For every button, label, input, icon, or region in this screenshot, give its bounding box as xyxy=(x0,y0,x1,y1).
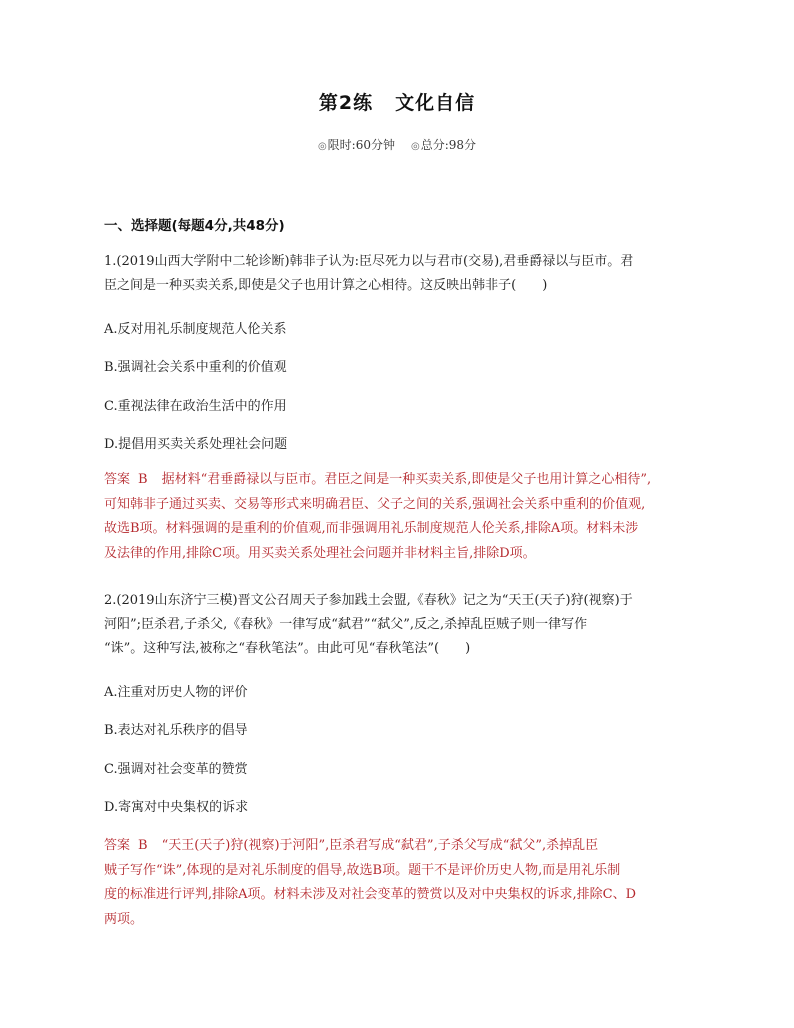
stem-line: 河阳”;臣杀君,子杀父,《春秋》一律写成“弑君”“弑父”,反之,杀掉乱臣贼子则一律写作 xyxy=(104,617,588,632)
question-1-stem xyxy=(104,250,714,298)
time-limit: 限时:60分钟 xyxy=(327,138,395,152)
question-2-option-d: D.寄寓对中央集权的诉求 xyxy=(104,800,249,815)
total-score: 总分:98分 xyxy=(420,138,477,152)
question-2-option-a: A.注重对历史人物的评价 xyxy=(104,685,248,700)
title-prefix: 第2练 xyxy=(318,92,374,114)
question-1-option-a: A.反对用礼乐制度规范人伦关系 xyxy=(104,322,287,337)
answer-text: “天王(天子)狩(视察)于河阳”,臣杀君写成“弑君”,子杀父写成“弑父”,杀掉乱臣 xyxy=(161,838,599,853)
title-main: 文化自信 xyxy=(395,92,476,114)
stem-line: 2.(2019山东济宁三模)晋文公召周天子参加践土会盟,《春秋》记之为“天王(天子)狩(视察)于 xyxy=(104,593,633,608)
answer-label: 答案 xyxy=(104,472,131,487)
clock-icon: ◎ xyxy=(317,141,327,152)
answer-line: 贼子写作“诛”,体现的是对礼乐制度的倡导,故选B项。题干不是评价历史人物,而是用礼乐制 xyxy=(104,862,621,878)
stem-line: 臣之间是一种买卖关系,即使是父子也用计算之心相待。这反映出韩非子( ) xyxy=(104,278,548,293)
answer-line: 可知韩非子通过买卖、交易等形式来明确君臣、父子之间的关系,强调社会关系中重利的价值观, xyxy=(104,496,646,512)
answer-line xyxy=(104,834,724,859)
question-2-option-b: B.表达对礼乐秩序的倡导 xyxy=(104,723,248,738)
stem-line: 1.(2019山西大学附中二轮诊断)韩非子认为:臣尽死力以与君市(交易),君垂爵禄以与臣市。君 xyxy=(104,254,634,269)
answer-line: 故选B项。材料强调的是重利的价值观,而非强调用礼乐制度规范人伦关系,排除A项。材料未涉 xyxy=(104,521,639,536)
question-2-option-c: C.强调对社会变革的赞赏 xyxy=(104,762,248,777)
page-title xyxy=(0,88,794,115)
answer-text: 据材料“君垂爵禄以与臣市。君臣之间是一种买卖关系,即使是父子也用计算之心相待”, xyxy=(161,472,652,487)
exam-meta xyxy=(0,136,794,153)
stem-line: “诛”。这种写法,被称之“春秋笔法”。由此可见“春秋笔法”( ) xyxy=(104,641,471,656)
question-2-stem xyxy=(104,589,714,661)
section-heading: 一、选择题(每题4分,共48分) xyxy=(104,218,285,234)
question-1-option-c: C.重视法律在政治生活中的作用 xyxy=(104,399,287,414)
answer-line xyxy=(104,468,724,493)
question-2-answer xyxy=(104,834,724,932)
answer-label: 答案 xyxy=(104,838,131,853)
answer-key: B xyxy=(138,472,148,487)
answer-line: 及法律的作用,排除C项。用买卖关系处理社会问题并非材料主旨,排除D项。 xyxy=(104,545,536,561)
answer-line: 两项。 xyxy=(104,911,144,927)
score-icon: ◎ xyxy=(411,141,420,152)
question-1-option-d: D.提倡用买卖关系处理社会问题 xyxy=(104,437,288,452)
answer-key: B xyxy=(138,838,148,853)
answer-line: 度的标准进行评判,排除A项。材料未涉及对社会变革的赞赏以及对中央集权的诉求,排除C、D xyxy=(104,887,637,902)
question-1-answer xyxy=(104,468,724,566)
question-1-option-b: B.强调社会关系中重利的价值观 xyxy=(104,360,287,375)
